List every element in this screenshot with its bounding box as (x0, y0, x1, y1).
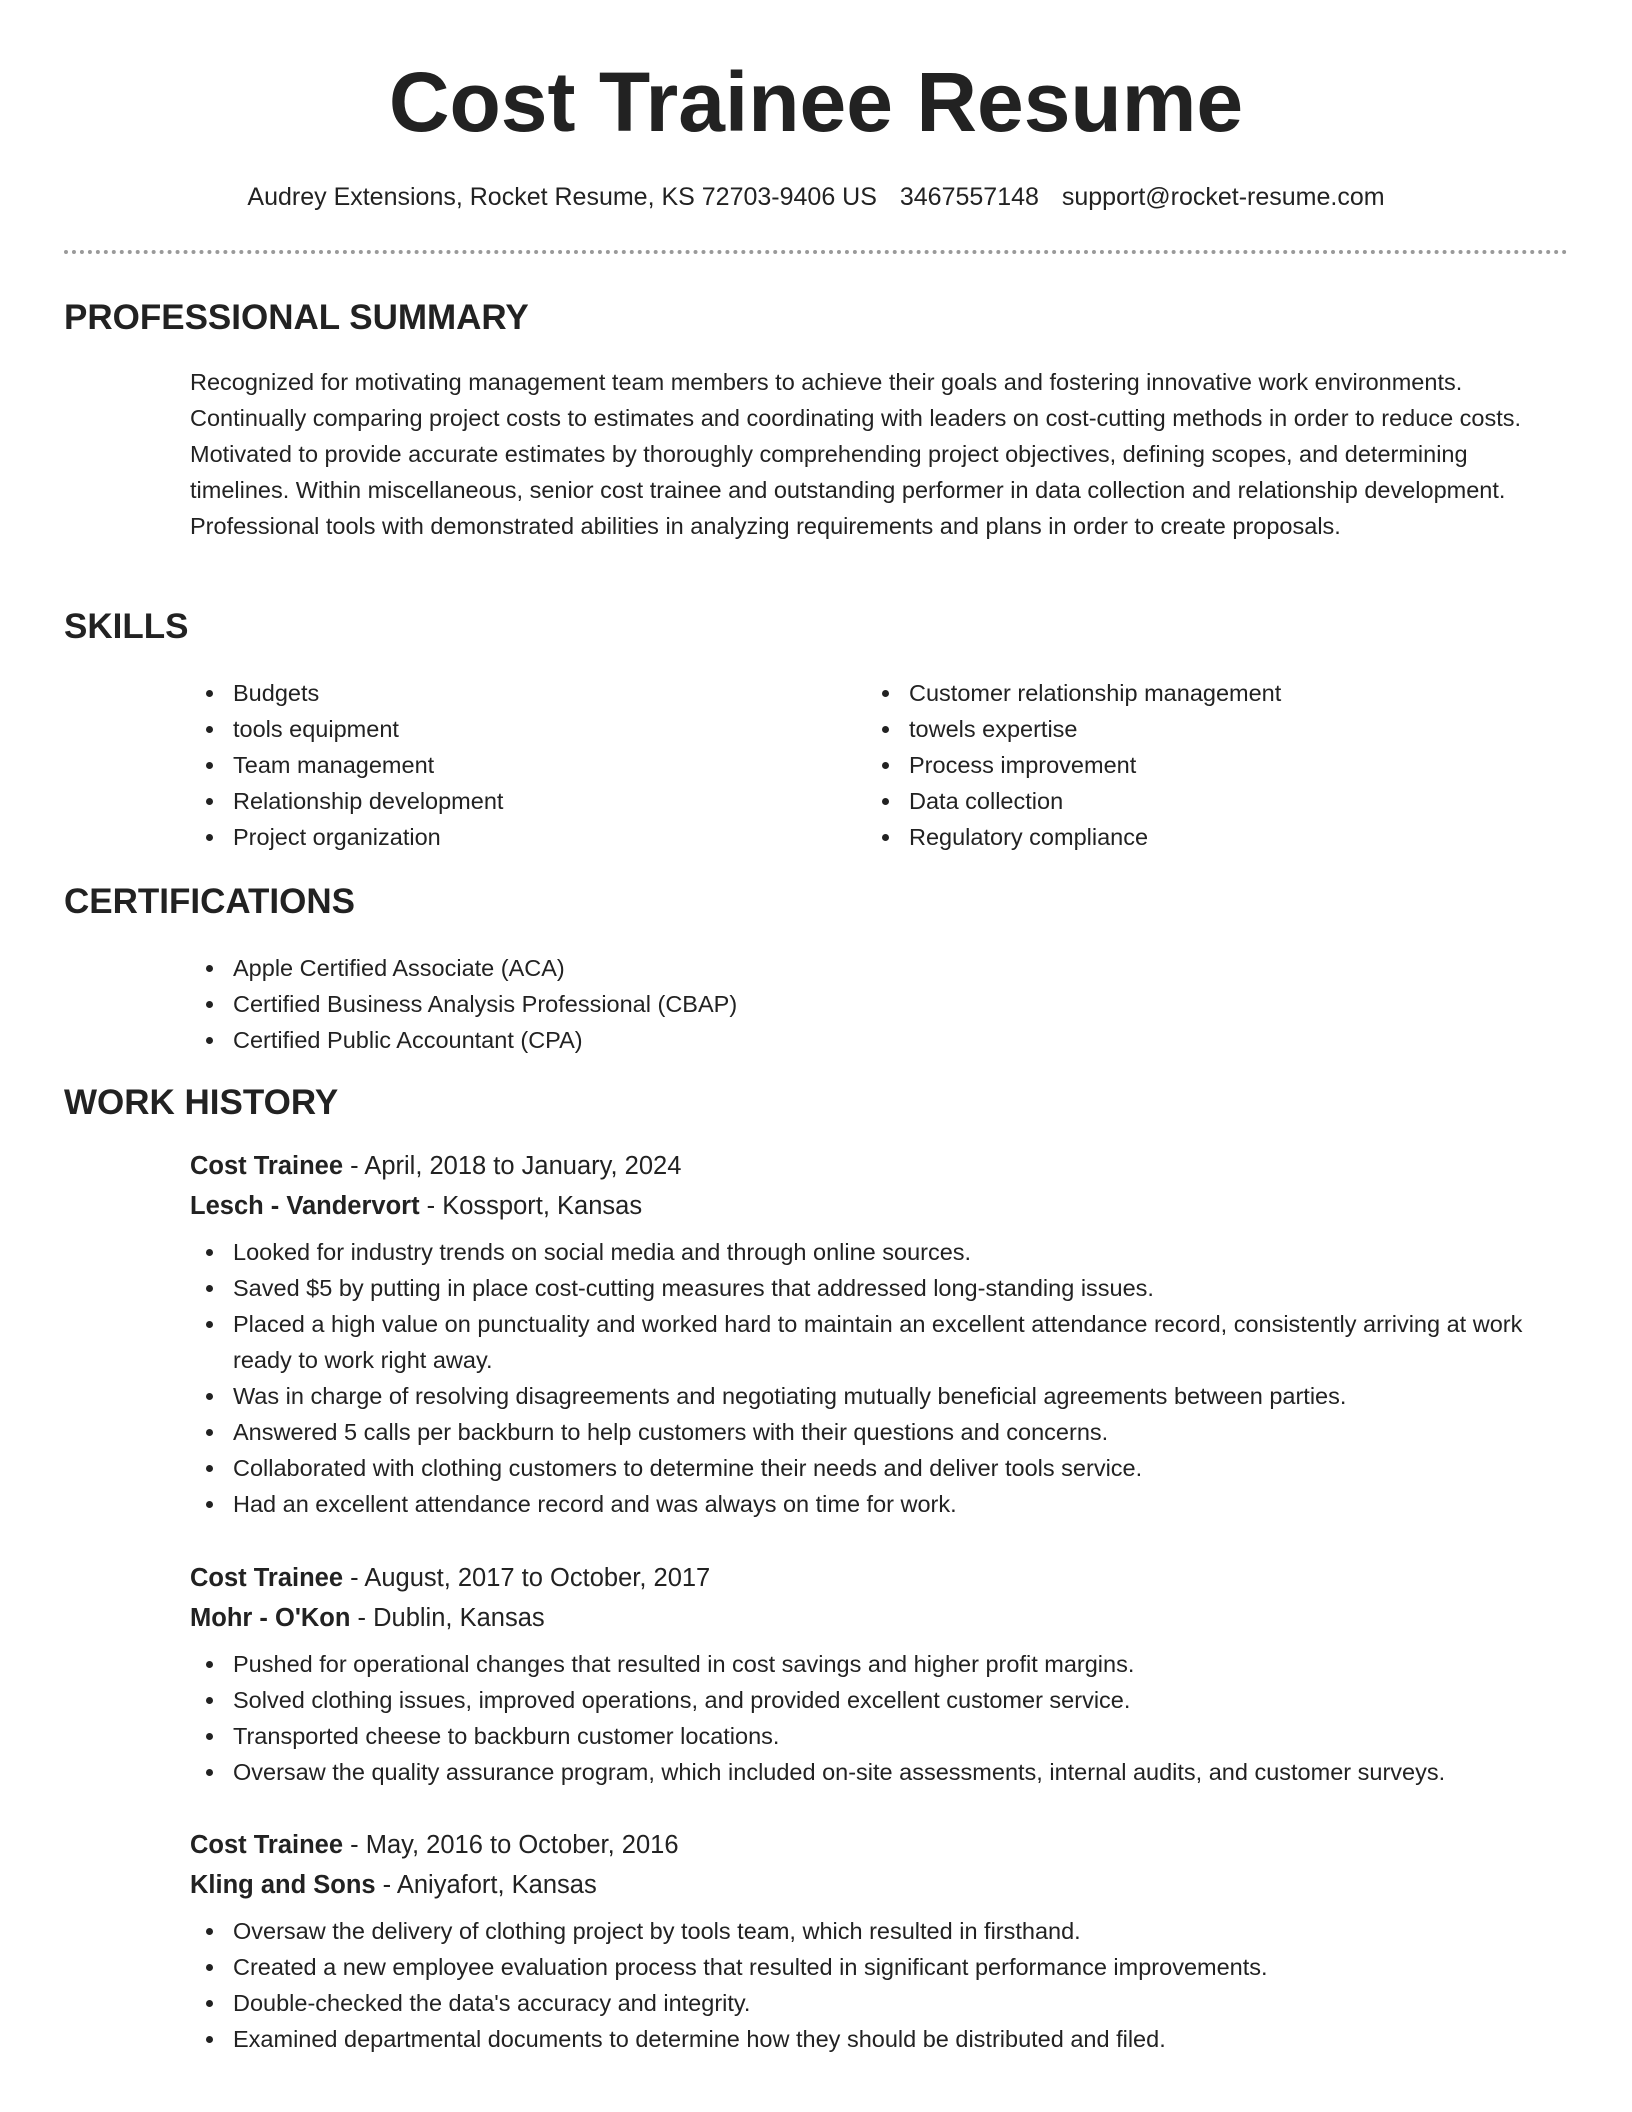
skill-item: Data collection (866, 783, 1506, 819)
job-title-line (190, 1146, 1570, 1186)
job-bullet: Oversaw the delivery of clothing project by tools team, which resulted in firsthand. (190, 1913, 1570, 1949)
job-title: Cost Trainee (190, 1831, 344, 1859)
job-company-line (190, 1865, 1570, 1905)
work-history-heading: WORK HISTORY (64, 1083, 339, 1122)
job-bullet: Transported cheese to backburn customer locations. (190, 1718, 1570, 1754)
job-bullet: Oversaw the quality assurance program, which included on-site assessments, internal audits, and customer surveys. (190, 1754, 1570, 1790)
job-dates: - May, 2016 to October, 2016 (343, 1831, 679, 1859)
job-bullet: Examined departmental documents to determine how they should be distributed and filed. (190, 2021, 1570, 2057)
job-company: Kling and Sons (190, 1871, 376, 1899)
job-bullet: Solved clothing issues, improved operations, and provided excellent customer service. (190, 1682, 1570, 1718)
job-location: - Dublin, Kansas (350, 1604, 545, 1632)
job-bullet: Answered 5 calls per backburn to help customers with their questions and concerns. (190, 1414, 1570, 1450)
job-bullet: Pushed for operational changes that resulted in cost savings and higher profit margins. (190, 1646, 1570, 1682)
job-bullet: Saved $5 by putting in place cost-cutting measures that addressed long-standing issues. (190, 1270, 1570, 1306)
job-title-line (190, 1825, 1570, 1865)
contact-address: Audrey Extensions, Rocket Resume, KS 72703-9406 US (247, 183, 877, 211)
skill-item: Regulatory compliance (866, 819, 1506, 855)
job-bullet: Created a new employee evaluation process that resulted in significant performance improvements. (190, 1949, 1570, 1985)
summary-heading: PROFESSIONAL SUMMARY (64, 298, 529, 337)
header-divider (64, 250, 1568, 254)
skill-item: Budgets (190, 675, 830, 711)
job-location: - Aniyafort, Kansas (375, 1871, 597, 1899)
contact-line (0, 180, 1632, 214)
job-bullets (190, 1913, 1570, 2057)
job-entry (190, 1825, 1570, 2057)
job-bullet: Double-checked the data's accuracy and integrity. (190, 1985, 1570, 2021)
job-bullets (190, 1234, 1570, 1522)
certification-item: Apple Certified Associate (ACA) (190, 950, 1490, 986)
skill-item: towels expertise (866, 711, 1506, 747)
job-company-line (190, 1186, 1570, 1226)
job-dates: - April, 2018 to January, 2024 (343, 1152, 682, 1180)
skills-heading: SKILLS (64, 607, 189, 646)
skill-item: Project organization (190, 819, 830, 855)
job-bullet: Looked for industry trends on social media and through online sources. (190, 1234, 1570, 1270)
job-bullet: Had an excellent attendance record and was always on time for work. (190, 1486, 1570, 1522)
job-dates: - August, 2017 to October, 2017 (343, 1564, 711, 1592)
contact-email: support@rocket-resume.com (1061, 183, 1385, 211)
job-entry (190, 1558, 1570, 1790)
job-title: Cost Trainee (190, 1564, 344, 1592)
skill-item: Customer relationship management (866, 675, 1506, 711)
skill-item: Process improvement (866, 747, 1506, 783)
resume-title: Cost Trainee Resume (388, 55, 1244, 149)
certification-item: Certified Business Analysis Professional (CBAP) (190, 986, 1490, 1022)
summary-text: Recognized for motivating management team members to achieve their goals and fostering innovative work environments. Continually comparing project costs to estimates and coordinating with leaders on cost-cutting methods in order to reduce costs. Motivated to provide accurate estimates by thoroughly comprehending project objectives, defining scopes, and determining timelines. Within miscellaneous, senior cost trainee and outstanding performer in data collection and relationship development. Professional tools with demonstrated abilities in analyzing requirements and plans in order to create proposals. (190, 369, 1522, 539)
contact-phone: 3467557148 (899, 183, 1039, 211)
job-company: Lesch - Vandervort (190, 1192, 420, 1220)
job-entry (190, 1146, 1570, 1522)
job-location: - Kossport, Kansas (419, 1192, 643, 1220)
job-company-line (190, 1598, 1570, 1638)
job-bullets (190, 1646, 1570, 1790)
skill-item: Relationship development (190, 783, 830, 819)
skills-list-right (866, 675, 1506, 855)
certification-item: Certified Public Accountant (CPA) (190, 1022, 1490, 1058)
certifications-heading: CERTIFICATIONS (64, 882, 356, 921)
job-title: Cost Trainee (190, 1152, 344, 1180)
skill-item: tools equipment (190, 711, 830, 747)
job-bullet: Collaborated with clothing customers to determine their needs and deliver tools service. (190, 1450, 1570, 1486)
job-title-line (190, 1558, 1570, 1598)
job-bullet: Placed a high value on punctuality and worked hard to maintain an excellent attendance record, consistently arriving at work ready to work right away. (190, 1306, 1570, 1378)
job-company: Mohr - O'Kon (190, 1604, 351, 1632)
skills-list-left (190, 675, 830, 855)
skill-item: Team management (190, 747, 830, 783)
job-bullet: Was in charge of resolving disagreements and negotiating mutually beneficial agreements between parties. (190, 1378, 1570, 1414)
certifications-list (190, 950, 1490, 1058)
